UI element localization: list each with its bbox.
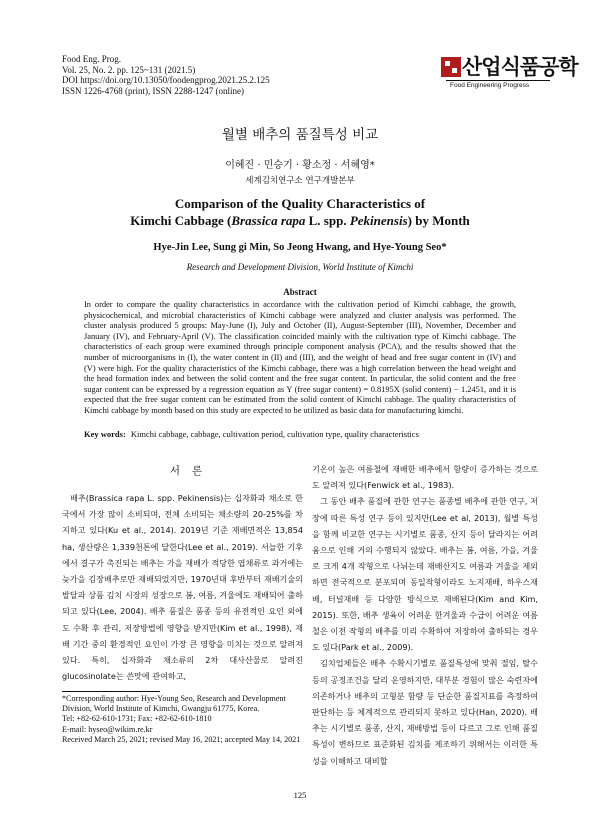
title-species: Brassica rapa: [231, 212, 306, 228]
left-column: [62, 490, 303, 684]
title-english-line1: Comparison of the Quality Characteristics of: [174, 196, 426, 211]
journal-issn: ISSN 1226-4768 (print), ISSN 2288-1247 (online): [62, 85, 244, 96]
intro-paragraph-3: 김치업체들은 배추 수확시기별로 품질특성에 맞춰 절임, 탈수 등의 공정조건을 달리 운영하지만, 대부분 경험이 많은 숙련자에 의존하거나 배추의 고형분 함량 등 단순한 품질지표를 측정하여 판단하는 등 체계적으로 관리되지 못하고 있다(Han, 2020). 배추는 시기별로 품종, 산지, 재배방법 등이 다르고 그로 인해 품질특성이 변하므로 표준화된 김치를 제조하기 위해서는 이러한 특성을 이해하고 대비할: [312, 658, 538, 766]
journal-meta: [62, 54, 270, 96]
page-number: 125: [293, 790, 307, 800]
intro-paragraph-2: 그 동안 배추 품질에 관한 연구는 품종별 배추에 관한 연구, 저장에 따른 특성 연구 등이 있지만(Lee et al, 2013), 월별 특성을 함께 비교한 연구는 시기별로 품종, 산지 등이 달라지는 어려움으로 인해 거의 수행되지 않았다. 배추는 봄, 여름, 가을, 겨울로 크게 4개 작형으로 나뉘는데 재배산지도 여름과 겨울을 제외하면 전국적으로 분포되며 동일작형이라도 노지재배, 하우스재배, 터널재배 등 다양한 방식으로 재배된다(Kim and Kim, 2015). 또한, 배추 생육이 어려운 한겨울과 수급이 어려운 여름철은 이전 작형의 배추를 미리 수확하여 저장하여 출하되는 경우도 있다(Park et al., 2009).: [312, 496, 538, 653]
authors-korean: 이혜진 · 민승기 · 황소정 · 서혜영*: [225, 160, 375, 171]
journal-volume: Vol. 25, No. 2. pp. 125~131 (2021.5): [62, 64, 196, 75]
journal-doi[interactable]: DOI https://doi.org/10.13050/foodengprog.2021.25.2.125: [62, 75, 270, 85]
title-subspecies: Pekinensis: [349, 212, 408, 228]
keywords: [84, 429, 524, 439]
section-heading-introduction: 서론: [169, 465, 215, 477]
keywords-text: Kimchi cabbage, cabbage, cultivation period, cultivation type, quality characteristics: [130, 429, 419, 439]
title-english-line2: [0, 213, 600, 230]
logo-mark-icon: [440, 56, 462, 78]
footnote-phone: Tel: +82-62-610-1731; Fax: +82-62-610-1810: [62, 714, 212, 724]
logo-divider: [446, 80, 550, 81]
affiliation-english: Research and Development Division, World Institute of Kimchi: [186, 262, 414, 272]
title-part: Kimchi Cabbage (: [130, 212, 232, 228]
footnote-divider: [62, 691, 160, 692]
footnote-dates: Received March 25, 2021; revised May 16, 2021; accepted May 14, 2021: [62, 734, 301, 744]
title-english: [0, 196, 600, 229]
title-part: L. spp.: [305, 212, 350, 228]
affiliation-korean: 세계김치연구소 연구개발본부: [245, 176, 355, 186]
intro-paragraph-1: 배추(Brassica rapa L. spp. Pekinensis)는 십자화과 채소로 한국에서 가장 많이 소비되며, 전체 소비되는 채소량의 20-25%를 차지하고 있다(Ku et al., 2014). 2019년 기준 재배면적은 13,854 ha, 생산량은 1,339천톤에 달한다(Lee et al., 2019). 서늘한 기후에서 결구가 촉진되는 배추는 가을 재배가 적당한 엽채류로 과거에는 늦가을 김장배추로만 재배되었지만, 1970년대 후반부터 재배기술의 발달과 상품 김치 시장의 성장으로 봄, 여름, 겨울에도 재배되어 출하되고 있다(Lee, 2004). 배추 품질은 품종 등의 유전적인 요인 외에도 수확 후 관리, 저장방법에 영향을 받지만(Kim et al., 1998), 재배 기간 중의 환경적인 요인이 가장 큰 영향을 미치는 것으로 알려져 있다. 특히, 십자화과 채소류의 2차 대사산물로 알려진 glucosinolate는 쓴맛에 관여하고,: [62, 493, 303, 682]
abstract-heading: Abstract: [283, 287, 317, 297]
journal-name: Food Eng. Prog.: [62, 54, 122, 64]
footnote-corresponding: *Corresponding author: Hye-Young Seo, Research and Development Division, World Institute of Kimchi, Gwangju 61775, Korea.: [62, 694, 286, 714]
title-korean: 월별 배추의 품질특성 비교: [221, 127, 379, 143]
keywords-label: Key words:: [84, 429, 126, 439]
authors-english: Hye-Jin Lee, Sung gi Min, So Jeong Hwang, and Hye-Young Seo*: [153, 242, 447, 253]
journal-logo: [440, 55, 578, 95]
footnote: [62, 694, 303, 745]
right-column: [312, 461, 538, 769]
footnote-email[interactable]: E-mail: hyseo@wikim.re.kr: [62, 724, 153, 734]
title-part: ) by Month: [407, 212, 470, 228]
logo-subtitle: Food Engineering Progress: [450, 82, 530, 89]
intro-paragraph-1-continued: 기온이 높은 여름철에 재배한 배추에서 함량이 증가하는 것으로도 알려져 있다(Fenwick et al., 1983).: [312, 464, 538, 491]
abstract-text: In order to compare the quality characteristics in accordance with the cultivation period of Kimchi cabbage, the growth, physicochemical, and microbial characteristics of Kimchi cabbage were analyzed and cluster analysis was performed. The cluster analysis produced 5 groups: May-June (I), July and October (II), August-September (III), November, December and January (IV), and February-April (V). The classification coincided mainly with the cultivation type of Kimchi cabbage. The characteristics of each group were examined through principle component analysis (PCA), and the results showed that the number of microorganisms in (I), the water content in (II) and (III), and the weight of head and free sugar content in (IV) and (V) were high. For the quality characteristics of the Kimchi cabbage, there was a high correlation between the head weight and the head formation index and between the solid content and the free sugar content. In particular, the solid content and the free sugar content can be expressed by a regression equation as Y (free sugar content) = 0.8195X (solid content) − 1.2451, and it is expected that the free sugar content can be estimated from the solid content of Kimchi cabbage. The quality characteristics of Kimchi cabbage by month based on this study are expected to be utilized as basic data for manufacturing kimchi.: [84, 300, 516, 415]
logo-title: 산업식품공학: [462, 55, 578, 79]
